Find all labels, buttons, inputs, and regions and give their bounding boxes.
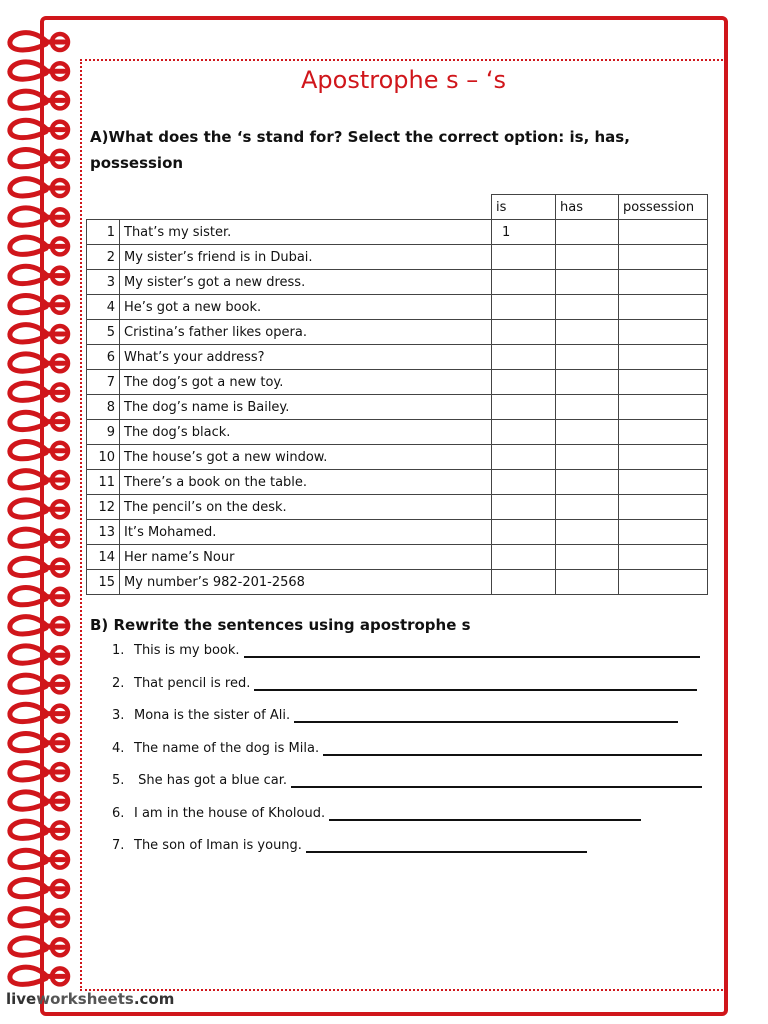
row-number: 8 [87, 395, 120, 420]
answer-cell-has[interactable] [556, 295, 619, 320]
answer-line[interactable] [323, 740, 702, 756]
answer-cell-is[interactable] [492, 395, 556, 420]
item-sentence: The son of Iman is young. [134, 838, 302, 853]
item-number: 4. [112, 740, 125, 756]
row-number: 2 [87, 245, 120, 270]
rewrite-item [112, 675, 697, 691]
answer-cell-is[interactable] [492, 495, 556, 520]
watermark: liveworksheets.com [6, 990, 175, 1008]
table-row [87, 495, 708, 520]
table-row [87, 295, 708, 320]
row-number: 11 [87, 470, 120, 495]
table-row [87, 320, 708, 345]
answer-cell-is[interactable] [492, 320, 556, 345]
item-number: 5. [112, 773, 125, 788]
answer-cell-possession[interactable] [619, 445, 708, 470]
table-row [87, 545, 708, 570]
answer-cell-possession[interactable] [619, 295, 708, 320]
row-number: 1 [87, 220, 120, 245]
answer-cell-possession[interactable] [619, 270, 708, 295]
answer-cell-has[interactable] [556, 220, 619, 245]
row-number: 7 [87, 370, 120, 395]
answer-cell-has[interactable] [556, 520, 619, 545]
item-sentence: The name of the dog is Mila. [134, 740, 320, 756]
answer-table [86, 194, 708, 595]
answer-cell-is[interactable] [492, 370, 556, 395]
row-number: 5 [87, 320, 120, 345]
row-sentence: That’s my sister. [120, 220, 492, 245]
answer-cell-has[interactable] [556, 395, 619, 420]
row-sentence: The pencil’s on the desk. [120, 495, 492, 520]
row-sentence: The dog’s got a new toy. [120, 370, 492, 395]
rewrite-item [112, 740, 702, 756]
row-sentence: The dog’s black. [120, 420, 492, 445]
answer-cell-is[interactable] [492, 570, 556, 595]
row-sentence: Her name’s Nour [120, 545, 492, 570]
item-sentence: This is my book. [134, 643, 240, 658]
answer-line[interactable] [294, 707, 678, 723]
answer-cell-possession[interactable] [619, 220, 708, 245]
table-row [87, 245, 708, 270]
row-sentence: Cristina’s father likes opera. [120, 320, 492, 345]
answer-cell-has[interactable] [556, 445, 619, 470]
row-sentence: There’s a book on the table. [120, 470, 492, 495]
answer-cell-has[interactable] [556, 345, 619, 370]
answer-cell-possession[interactable] [619, 395, 708, 420]
row-number: 4 [87, 295, 120, 320]
answer-cell-has[interactable] [556, 245, 619, 270]
row-number: 10 [87, 445, 120, 470]
row-number: 3 [87, 270, 120, 295]
answer-line[interactable] [254, 675, 697, 691]
rewrite-item [112, 642, 700, 658]
item-number: 3. [112, 708, 125, 723]
section-a-heading: A)What does the ‘s stand for? Select the correct option: is, has, possession [90, 128, 630, 172]
table-row [87, 570, 708, 595]
row-sentence: My number’s 982-201-2568 [120, 570, 492, 595]
answer-cell-possession[interactable] [619, 570, 708, 595]
answer-cell-possession[interactable] [619, 495, 708, 520]
item-sentence: She has got a blue car. [134, 773, 288, 788]
answer-cell-has[interactable] [556, 270, 619, 295]
item-sentence: I am in the house of Kholoud. [134, 805, 326, 821]
column-header-has: has [556, 195, 619, 220]
table-row [87, 470, 708, 495]
answer-cell-is[interactable] [492, 270, 556, 295]
row-number: 12 [87, 495, 120, 520]
table-row [87, 445, 708, 470]
section-b-heading: B) Rewrite the sentences using apostrophe s [90, 616, 471, 634]
answer-cell-is[interactable]: 1 [492, 220, 556, 245]
page-title: Apostrophe s – ‘s [300, 66, 506, 94]
rewrite-item [112, 707, 678, 723]
item-number: 7. [112, 838, 125, 853]
table-row [87, 220, 708, 245]
rewrite-item [112, 837, 587, 853]
row-number: 6 [87, 345, 120, 370]
answer-line[interactable] [244, 642, 700, 658]
answer-cell-possession[interactable] [619, 545, 708, 570]
answer-cell-has[interactable] [556, 495, 619, 520]
answer-cell-has[interactable] [556, 320, 619, 345]
answer-cell-is[interactable] [492, 445, 556, 470]
answer-cell-possession[interactable] [619, 245, 708, 270]
item-number: 2. [112, 675, 125, 691]
answer-cell-is[interactable] [492, 520, 556, 545]
answer-cell-is[interactable] [492, 345, 556, 370]
row-sentence: It’s Mohamed. [120, 520, 492, 545]
answer-cell-is[interactable] [492, 420, 556, 445]
row-sentence: The house’s got a new window. [120, 445, 492, 470]
rewrite-item [112, 805, 641, 821]
item-sentence: That pencil is red. [134, 675, 251, 691]
row-number: 9 [87, 420, 120, 445]
answer-cell-has[interactable] [556, 570, 619, 595]
table-row [87, 420, 708, 445]
row-sentence: The dog’s name is Bailey. [120, 395, 492, 420]
table-header-row [87, 195, 708, 220]
item-number: 1. [112, 643, 125, 658]
answer-line[interactable] [329, 805, 641, 821]
row-sentence: What’s your address? [120, 345, 492, 370]
table-row [87, 345, 708, 370]
answer-cell-is[interactable] [492, 245, 556, 270]
answer-cell-has[interactable] [556, 370, 619, 395]
answer-cell-possession[interactable] [619, 345, 708, 370]
row-sentence: He’s got a new book. [120, 295, 492, 320]
rewrite-item [112, 772, 702, 788]
table-row [87, 395, 708, 420]
answer-line[interactable] [291, 772, 702, 788]
answer-cell-possession[interactable] [619, 470, 708, 495]
answer-cell-possession[interactable] [619, 520, 708, 545]
column-header-is: is [492, 195, 556, 220]
answer-cell-is[interactable] [492, 545, 556, 570]
answer-cell-possession[interactable] [619, 370, 708, 395]
answer-cell-has[interactable] [556, 470, 619, 495]
item-sentence: Mona is the sister of Ali. [134, 708, 291, 723]
item-number: 6. [112, 805, 125, 821]
answer-cell-is[interactable] [492, 470, 556, 495]
answer-cell-is[interactable] [492, 295, 556, 320]
table-row [87, 370, 708, 395]
answer-cell-has[interactable] [556, 420, 619, 445]
row-sentence: My sister’s got a new dress. [120, 270, 492, 295]
row-number: 13 [87, 520, 120, 545]
row-number: 14 [87, 545, 120, 570]
table-row [87, 270, 708, 295]
answer-line[interactable] [306, 837, 587, 853]
row-number: 15 [87, 570, 120, 595]
row-sentence: My sister’s friend is in Dubai. [120, 245, 492, 270]
answer-cell-has[interactable] [556, 545, 619, 570]
answer-cell-possession[interactable] [619, 420, 708, 445]
column-header-possession: possession [619, 195, 708, 220]
answer-cell-possession[interactable] [619, 320, 708, 345]
table-row [87, 520, 708, 545]
